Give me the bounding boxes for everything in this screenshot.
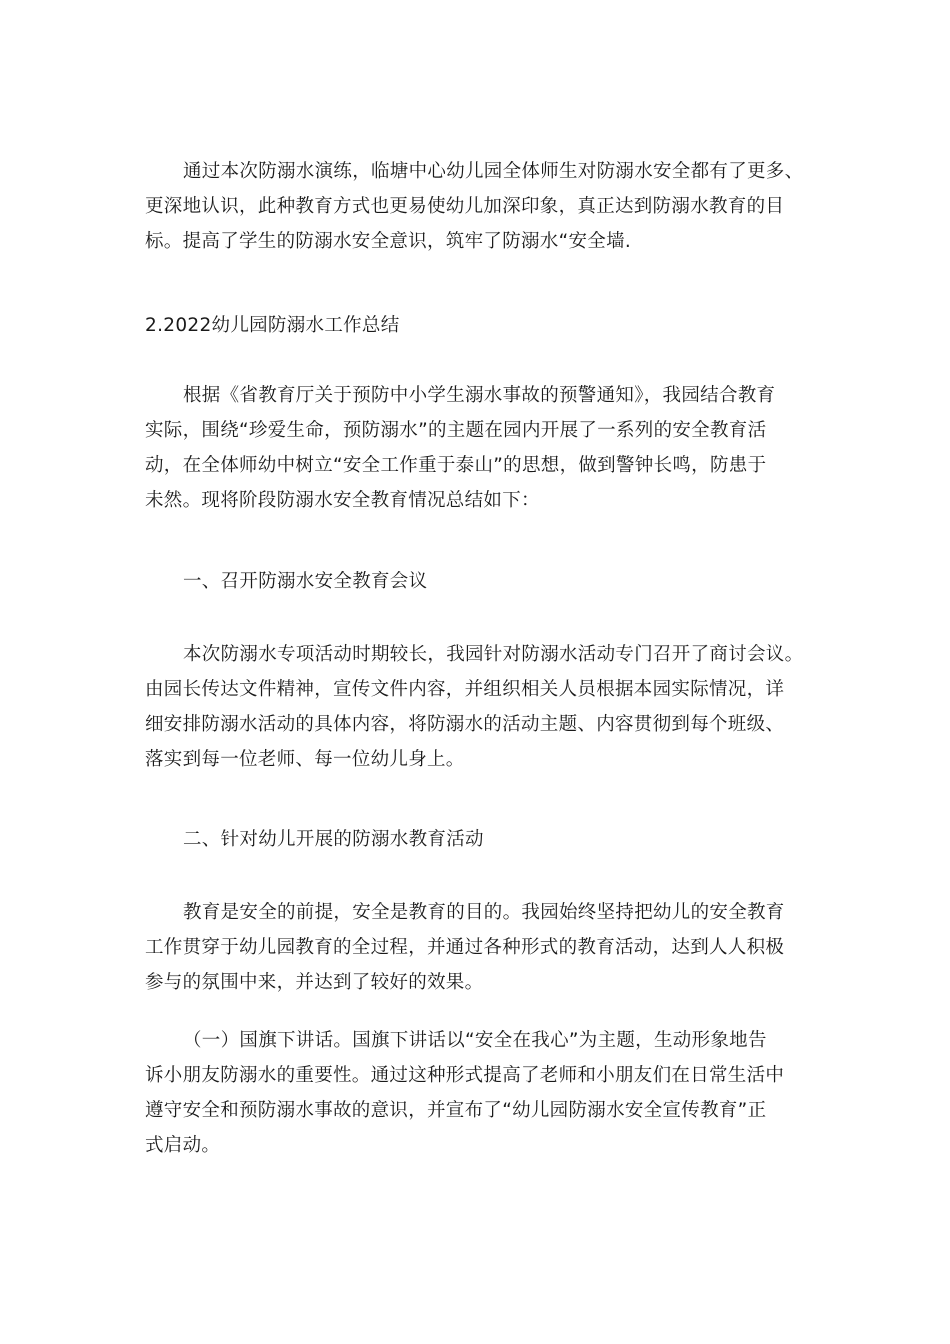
text-line: 由园长传达文件精神，宣传文件内容，并组织相关人员根据本园实际情况，详: [145, 679, 785, 700]
text-line: 工作贯穿于幼儿园教育的全过程，并通过各种形式的教育活动，达到人人积极: [145, 937, 785, 958]
text-line: 参与的氛围中来，并达到了较好的效果。: [145, 972, 484, 993]
heading-text: 二、针对幼儿开展的防溺水教育活动: [183, 829, 484, 850]
text-line: 本次防溺水专项活动时期较长，我园针对防溺水活动专门召开了商讨会议。: [183, 644, 804, 665]
text-line: 标。提高了学生的防溺水安全意识，筑牢了防溺水“安全墙.: [145, 231, 632, 252]
text-line: 细安排防溺水活动的具体内容，将防溺水的活动主题、内容贯彻到每个班级、: [145, 714, 785, 735]
text-line: 式启动。: [145, 1135, 221, 1156]
text-line: 落实到每一位老师、每一位幼儿身上。: [145, 749, 465, 770]
text-line: 实际，围绕“珍爱生命，预防溺水”的主题在园内开展了一系列的安全教育活: [145, 420, 767, 441]
text-line: 根据《省教育厅关于预防中小学生溺水事故的预警通知》，我园结合教育: [183, 385, 776, 406]
section-heading-2: [145, 822, 810, 857]
section-heading-1: [145, 564, 810, 599]
text-line: 动，在全体师幼中树立“安全工作重于泰山”的思想，做到警钟长鸣，防患于: [145, 455, 767, 476]
text-line: 更深地认识，此种教育方式也更易使幼儿加深印象，真正达到防溺水教育的目: [145, 196, 785, 217]
heading-text: 2.2022幼儿园防溺水工作总结: [145, 315, 400, 336]
section-heading-summary-title: [145, 308, 810, 343]
paragraph-introduction: [145, 378, 810, 518]
text-line: 未然。现将阶段防溺水安全教育情况总结如下：: [145, 490, 540, 511]
paragraph-education-activities: [145, 895, 810, 1000]
paragraph-meeting: [145, 637, 810, 777]
text-line: 通过本次防溺水演练，临塘中心幼儿园全体师生对防溺水安全都有了更多、: [183, 161, 804, 182]
text-line: 诉小朋友防溺水的重要性。通过这种形式提高了老师和小朋友们在日常生活中: [145, 1065, 785, 1086]
text-line: （一）国旗下讲话。国旗下讲话以“安全在我心”为主题，生动形象地告: [183, 1030, 767, 1051]
paragraph-flag-speech: [145, 1023, 810, 1163]
text-line: 遵守安全和预防溺水事故的意识，并宣布了“幼儿园防溺水安全宣传教育”正: [145, 1100, 767, 1121]
paragraph-drill-summary: [145, 154, 810, 259]
heading-text: 一、召开防溺水安全教育会议: [183, 571, 428, 592]
text-line: 教育是安全的前提，安全是教育的目的。我园始终坚持把幼儿的安全教育: [183, 902, 785, 923]
